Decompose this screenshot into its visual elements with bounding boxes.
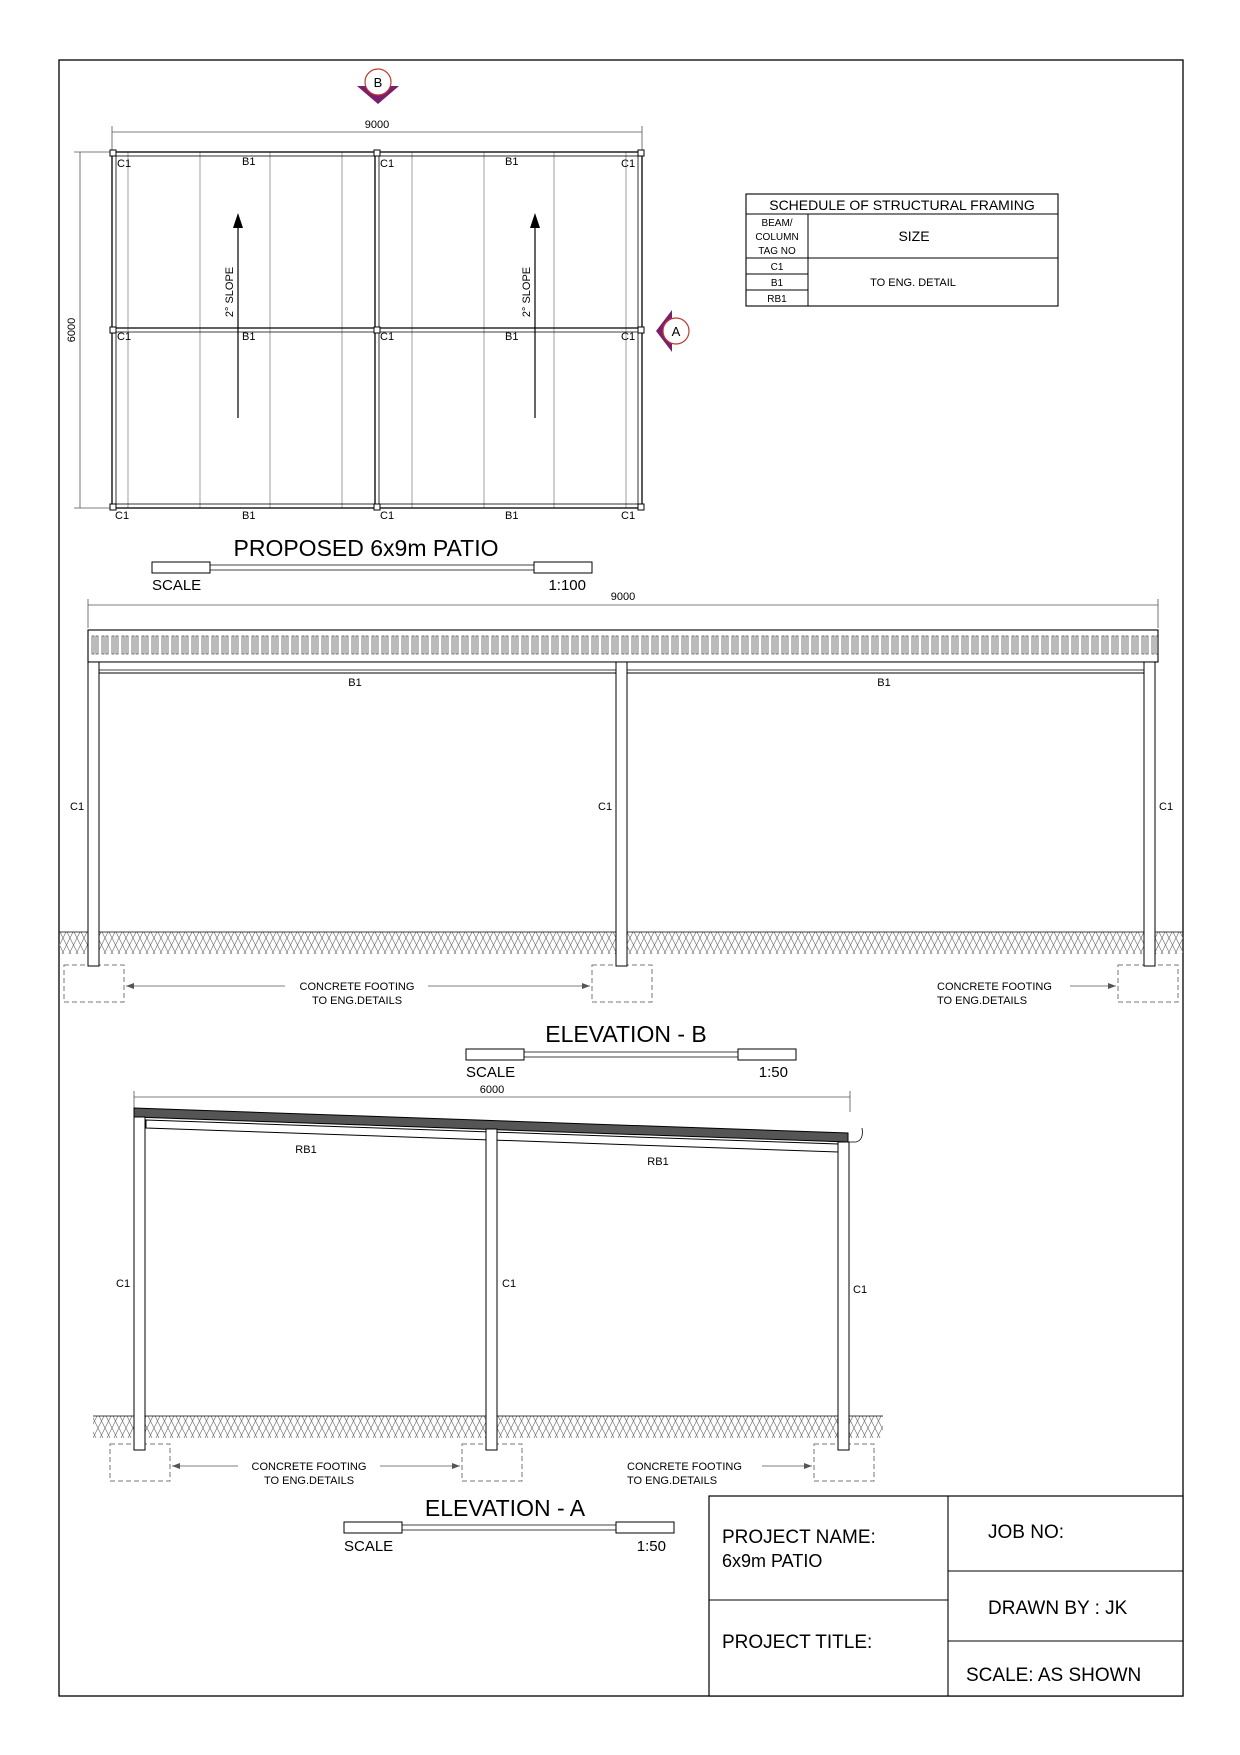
plan-tag-c1: C1 xyxy=(117,158,132,170)
footing-note xyxy=(937,981,1116,1007)
plan-tag-b1: B1 xyxy=(505,331,519,343)
elevation-b-title: ELEVATION - B xyxy=(545,1021,707,1047)
section-marker-a xyxy=(656,310,689,352)
schedule-table xyxy=(746,194,1058,306)
svg-text:CONCRETE FOOTING: CONCRETE FOOTING xyxy=(627,1461,742,1473)
plan-tag-b1: B1 xyxy=(242,331,256,343)
schedule-size-value: TO ENG. DETAIL xyxy=(870,277,956,289)
schedule-row-tag: RB1 xyxy=(767,294,787,305)
job-no-label: JOB NO: xyxy=(988,1522,1065,1543)
beam-tag: RB1 xyxy=(647,1156,669,1168)
plan-tag-b1: B1 xyxy=(505,156,519,168)
elevation-a-scale-label: SCALE xyxy=(344,1538,394,1555)
project-name-label: PROJECT NAME: xyxy=(722,1527,876,1548)
column-tag: C1 xyxy=(1159,801,1174,813)
section-marker-b xyxy=(357,69,399,104)
elevation-b-scale-label: SCALE xyxy=(466,1064,516,1081)
slope-arrow-right xyxy=(521,213,540,418)
plan-dimension-depth xyxy=(66,152,112,508)
plan-columns xyxy=(110,150,644,510)
schedule-header-tag: BEAM/ xyxy=(761,218,793,229)
section-marker-b-label: B xyxy=(373,75,383,90)
concrete-footing xyxy=(64,965,124,1002)
slope-label: 2° SLOPE xyxy=(224,266,236,318)
svg-text:CONCRETE FOOTING: CONCRETE FOOTING xyxy=(937,981,1052,993)
schedule-row-tag: B1 xyxy=(770,278,784,289)
plan-scale-value: 1:100 xyxy=(548,577,586,594)
plan-tag-c1: C1 xyxy=(621,331,636,343)
svg-text:TO ENG.DETAILS: TO ENG.DETAILS xyxy=(311,995,403,1007)
roof-sheeting xyxy=(88,630,1158,662)
project-title-label: PROJECT TITLE: xyxy=(722,1632,873,1653)
schedule-header-tag: TAG NO xyxy=(758,246,796,257)
schedule-title: SCHEDULE OF STRUCTURAL FRAMING xyxy=(769,197,1035,213)
footing-note xyxy=(627,1461,812,1487)
elevation-a-scale-bar xyxy=(344,1522,674,1555)
schedule-header-size: SIZE xyxy=(898,228,930,244)
column-tag: C1 xyxy=(70,801,85,813)
plan-dimension-width xyxy=(112,119,642,152)
elevation-a xyxy=(93,1084,883,1555)
elevation-b-scale-value: 1:50 xyxy=(758,1064,788,1081)
elevation-a-dimension xyxy=(134,1084,850,1112)
column-tag: C1 xyxy=(853,1284,868,1296)
plan-tag-c1: C1 xyxy=(117,331,132,343)
concrete-footing xyxy=(592,965,652,1002)
column-c1 xyxy=(134,1117,145,1450)
plan-tag-b1: B1 xyxy=(242,156,256,168)
column-c1 xyxy=(1144,662,1155,966)
footing-note xyxy=(172,1461,460,1487)
plan-tag-b1: B1 xyxy=(242,510,256,522)
column-tag: C1 xyxy=(502,1278,517,1290)
elevation-b-scale-bar xyxy=(466,1049,796,1081)
plan-tag-c1: C1 xyxy=(380,331,395,343)
slope-label: 2° SLOPE xyxy=(521,266,533,318)
footing-note xyxy=(126,981,590,1007)
plan-view xyxy=(66,69,689,594)
elevation-b xyxy=(59,591,1183,1081)
schedule-header-tag: COLUMN xyxy=(755,232,799,243)
sheet-scale: SCALE: AS SHOWN xyxy=(966,1665,1142,1686)
elevation-b-width-label: 9000 xyxy=(610,591,636,603)
plan-width-label: 9000 xyxy=(364,119,390,131)
svg-text:TO ENG.DETAILS: TO ENG.DETAILS xyxy=(627,1475,718,1487)
plan-tag-c1: C1 xyxy=(621,158,636,170)
beam-tag: B1 xyxy=(348,677,362,689)
plan-scale-bar xyxy=(152,562,592,594)
plan-tag-c1: C1 xyxy=(115,510,130,522)
column-c1 xyxy=(486,1129,497,1450)
column-tag: C1 xyxy=(598,801,613,813)
beam-tag: B1 xyxy=(877,677,891,689)
beam-tag: RB1 xyxy=(295,1144,317,1156)
plan-depth-label: 6000 xyxy=(66,317,78,343)
svg-text:TO ENG.DETAILS: TO ENG.DETAILS xyxy=(263,1475,355,1487)
column-c1 xyxy=(838,1142,849,1450)
plan-scale-label: SCALE xyxy=(152,577,202,594)
elevation-a-title: ELEVATION - A xyxy=(424,1495,586,1521)
elevation-a-width-label: 6000 xyxy=(479,1084,505,1096)
svg-text:TO ENG.DETAILS: TO ENG.DETAILS xyxy=(937,995,1028,1007)
svg-text:CONCRETE FOOTING: CONCRETE FOOTING xyxy=(299,981,415,993)
drawn-by: DRAWN BY : JK xyxy=(988,1598,1128,1619)
elevation-b-dimension xyxy=(88,591,1158,628)
title-block xyxy=(709,1496,1183,1696)
plan-tag-c1: C1 xyxy=(380,158,395,170)
plan-tag-c1: C1 xyxy=(621,510,636,522)
column-c1 xyxy=(616,662,627,966)
column-c1 xyxy=(88,662,99,966)
plan-tag-b1: B1 xyxy=(505,510,519,522)
plan-title: PROPOSED 6x9m PATIO xyxy=(233,535,499,561)
column-tag: C1 xyxy=(116,1278,131,1290)
schedule-row-tag: C1 xyxy=(770,262,784,273)
svg-text:CONCRETE FOOTING: CONCRETE FOOTING xyxy=(251,1461,367,1473)
section-marker-a-label: A xyxy=(671,324,681,339)
concrete-footing xyxy=(1118,965,1178,1002)
plan-tag-c1: C1 xyxy=(380,510,395,522)
slope-arrow-left xyxy=(224,213,243,418)
project-name-value: 6x9m PATIO xyxy=(722,1551,823,1571)
elevation-a-scale-value: 1:50 xyxy=(636,1538,666,1555)
